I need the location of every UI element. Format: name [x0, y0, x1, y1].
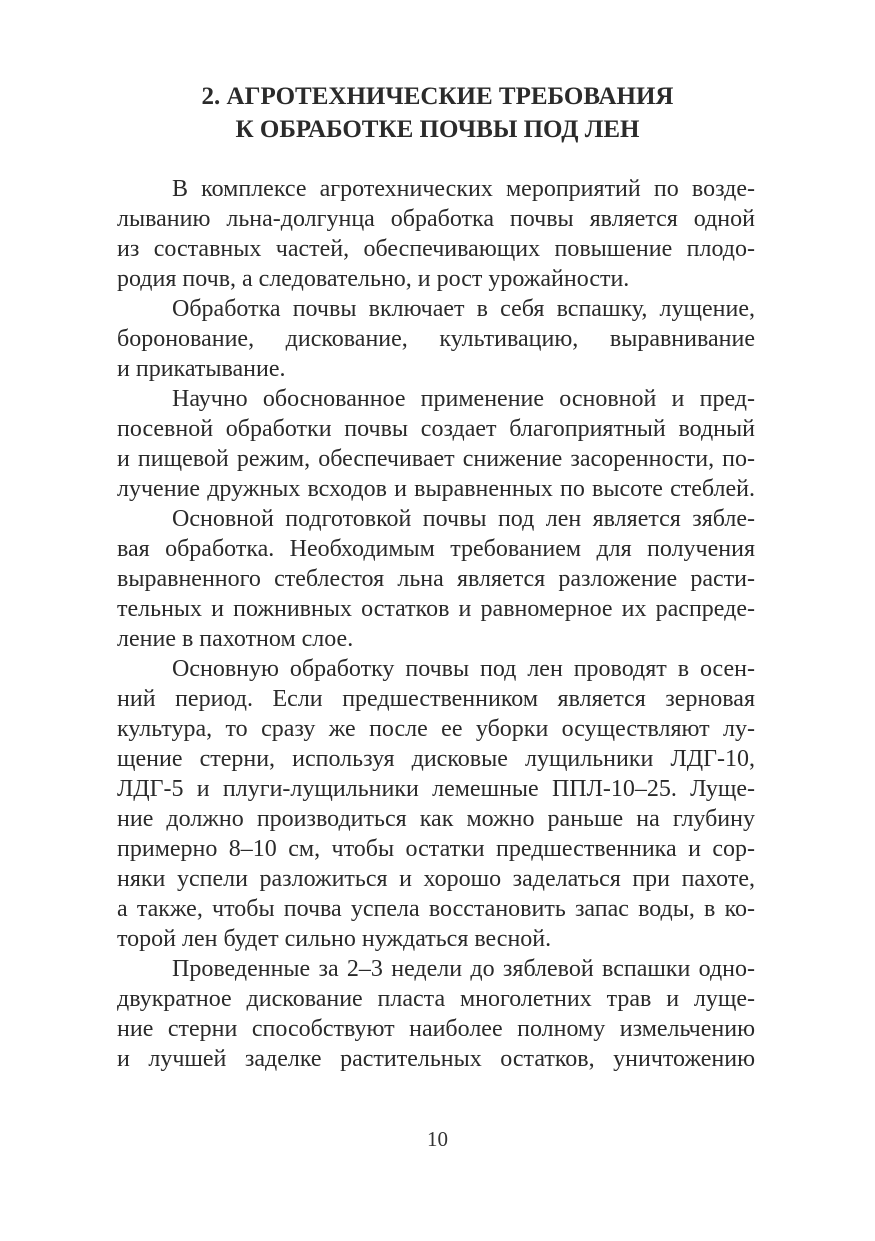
text-line: ний период. Если предшественником является зерновая	[117, 686, 755, 712]
text-line: культура, то сразу же после ее уборки осуществляют лу-	[117, 716, 755, 742]
text-line: Обработка почвы включает в себя вспашку, лущение,	[172, 296, 755, 322]
text-line: торой лен будет сильно нуждаться весной.	[117, 926, 552, 952]
text-line: тельных и пожнивных остатков и равномерное их распреде-	[117, 596, 755, 622]
text-line: и лучшей заделке растительных остатков, уничтожению	[117, 1046, 755, 1072]
page-number: 10	[427, 1127, 448, 1151]
text-line: ление в пахотном слое.	[117, 626, 354, 652]
text-line: посевной обработки почвы создает благоприятный водный	[117, 416, 755, 442]
text-line: из составных частей, обеспечивающих повышение плодо-	[117, 236, 755, 262]
text-line: а также, чтобы почва успела восстановить запас воды, в ко-	[117, 896, 755, 922]
text-line: Основной подготовкой почвы под лен является зябле-	[172, 506, 755, 532]
text-line: Проведенные за 2–3 недели до зяблевой вспашки одно-	[172, 956, 755, 982]
section-title	[0, 80, 875, 146]
text-line: ние стерни способствуют наиболее полному измельчению	[117, 1016, 755, 1042]
text-line: лучение дружных всходов и выравненных по высоте стеблей.	[117, 476, 755, 502]
text-line: двукратное дискование пласта многолетних трав и луще-	[117, 986, 755, 1012]
text-line: и пищевой режим, обеспечивает снижение засоренности, по-	[117, 446, 755, 472]
text-line: ние должно производиться как можно раньше на глубину	[117, 806, 755, 832]
section-title-line-2: К ОБРАБОТКЕ ПОЧВЫ ПОД ЛЕН	[235, 116, 640, 143]
text-line: и прикатывание.	[117, 356, 286, 382]
text-line: ЛДГ-5 и плуги-лущильники лемешные ППЛ-10–25. Луще-	[117, 776, 755, 802]
text-line: выравненного стеблестоя льна является разложение расти-	[117, 566, 755, 592]
text-line: лыванию льна-долгунца обработка почвы является одной	[117, 206, 755, 232]
text-line: вая обработка. Необходимым требованием для получения	[117, 536, 755, 562]
text-line: Научно обоснованное применение основной и пред-	[172, 386, 755, 412]
text-line: родия почв, а следовательно, и рост урожайности.	[117, 266, 630, 292]
section-title-line-1: 2. АГРОТЕХНИЧЕСКИЕ ТРЕБОВАНИЯ	[201, 83, 674, 110]
text-line: примерно 8–10 см, чтобы остатки предшественника и сор-	[117, 836, 755, 862]
text-line: няки успели разложиться и хорошо заделаться при пахоте,	[117, 866, 755, 892]
text-line: щение стерни, используя дисковые лущильники ЛДГ-10,	[117, 746, 755, 772]
text-line: Основную обработку почвы под лен проводят в осен-	[172, 656, 755, 682]
text-line: В комплексе агротехнических мероприятий по возде-	[172, 176, 755, 202]
text-line: боронование, дискование, культивацию, выравнивание	[117, 326, 755, 352]
